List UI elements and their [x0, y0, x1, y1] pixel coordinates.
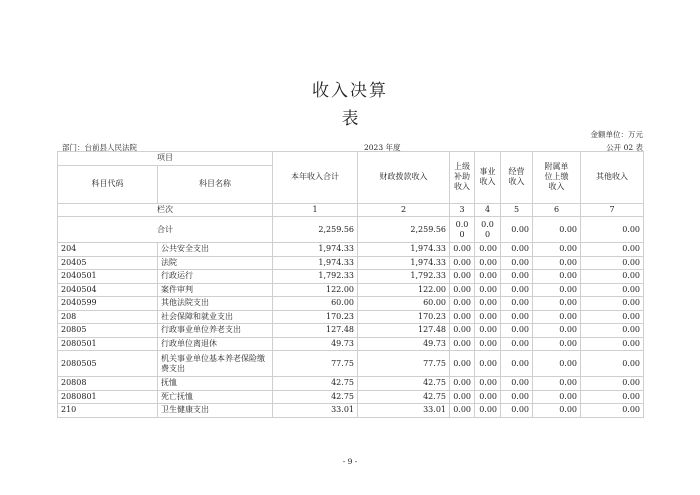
operating-income: 0.00: [501, 270, 533, 284]
subject-code: 2080505: [58, 351, 158, 377]
fiscal-allocation: 1,792.33: [358, 270, 450, 284]
header-affiliated-line: 收入: [548, 182, 565, 192]
business-income: 0.00: [475, 324, 501, 338]
subject-code: 208: [58, 310, 158, 324]
page-number: - 9 -: [342, 457, 358, 466]
total-income: 127.48: [273, 324, 358, 338]
total-income: 60.00: [273, 297, 358, 311]
subject-code: 2040504: [58, 283, 158, 297]
operating-income: 0.00: [501, 377, 533, 391]
superior-subsidy: 0.00: [450, 404, 475, 418]
header-item: 项目: [58, 152, 273, 166]
other-income: 0.00: [581, 270, 644, 284]
report-title: 收入决算: [312, 81, 388, 101]
total-other: 0.00: [581, 217, 644, 243]
total-amount: 2,259.56: [273, 217, 358, 243]
operating-income: 0.00: [501, 337, 533, 351]
operating-income: 0.00: [501, 297, 533, 311]
operating-income: 0.00: [501, 404, 533, 418]
subject-code: 20405: [58, 256, 158, 270]
other-income: 0.00: [581, 310, 644, 324]
header-operating-line: 经营: [508, 167, 525, 177]
fiscal-allocation: 127.48: [358, 324, 450, 338]
business-income: 0.00: [475, 283, 501, 297]
superior-subsidy: 0.00: [450, 351, 475, 377]
other-income: 0.00: [581, 243, 644, 257]
superior-subsidy: 0.00: [450, 283, 475, 297]
fiscal-allocation: 42.75: [358, 377, 450, 391]
table-row: [58, 256, 644, 270]
subject-name: 卫生健康支出: [158, 404, 273, 418]
business-income: 0.00: [475, 243, 501, 257]
operating-income: 0.00: [501, 256, 533, 270]
total-income: 1,974.33: [273, 243, 358, 257]
table-row: [58, 310, 644, 324]
superior-subsidy: 0.00: [450, 324, 475, 338]
fiscal-allocation: 33.01: [358, 404, 450, 418]
header-affiliated-line: 位上缴: [544, 172, 569, 182]
header-affiliated: [533, 152, 581, 204]
subject-code: 20808: [58, 377, 158, 391]
subject-name: 行政运行: [158, 270, 273, 284]
form-number: 公开 02 表: [606, 143, 643, 152]
header-business-line: 事业: [479, 167, 496, 177]
subject-code: 204: [58, 243, 158, 257]
total-income: 49.73: [273, 337, 358, 351]
superior-subsidy: 0.00: [450, 297, 475, 311]
index-cell: 4: [475, 203, 501, 217]
affiliated-unit-income: 0.00: [533, 270, 581, 284]
subject-name: 行政事业单位养老支出: [158, 324, 273, 338]
business-income: 0.00: [475, 256, 501, 270]
business-income: 0.00: [475, 310, 501, 324]
total-row-label: 合计: [58, 217, 273, 243]
fiscal-allocation: 60.00: [358, 297, 450, 311]
total-income: 170.23: [273, 310, 358, 324]
subject-code: 2080501: [58, 337, 158, 351]
other-income: 0.00: [581, 324, 644, 338]
index-cell: 6: [533, 203, 581, 217]
total-income: 42.75: [273, 377, 358, 391]
header-other: 其他收入: [581, 152, 644, 204]
fiscal-allocation: 77.75: [358, 351, 450, 377]
amount-unit: 金额单位：万元: [590, 130, 643, 139]
affiliated-unit-income: 0.00: [533, 390, 581, 404]
department-label: 部门：台前县人民法院: [62, 143, 137, 152]
affiliated-unit-income: 0.00: [533, 324, 581, 338]
fiscal-year: 2023 年度: [364, 143, 401, 152]
other-income: 0.00: [581, 377, 644, 391]
affiliated-unit-income: 0.00: [533, 404, 581, 418]
total-business-line: 0: [484, 229, 491, 239]
superior-subsidy: 0.00: [450, 310, 475, 324]
header-name: 科目名称: [158, 165, 273, 203]
table-row: [58, 377, 644, 391]
total-income: 122.00: [273, 283, 358, 297]
business-income: 0.00: [475, 337, 501, 351]
subject-name: 行政单位离退休: [158, 337, 273, 351]
table-row: [58, 337, 644, 351]
header-business-line: 收入: [479, 177, 496, 187]
fiscal-allocation: 122.00: [358, 283, 450, 297]
index-cell: 1: [273, 203, 358, 217]
report-title-suffix: 表: [341, 109, 359, 129]
total-income: 33.01: [273, 404, 358, 418]
header-operating-line: 收入: [508, 177, 525, 187]
table-row: [58, 351, 644, 377]
subject-name: 公共安全支出: [158, 243, 273, 257]
fiscal-allocation: 49.73: [358, 337, 450, 351]
subject-code: 2040599: [58, 297, 158, 311]
table-row: [58, 404, 644, 418]
total-operating: 0.00: [501, 217, 533, 243]
header-fiscal: 财政拨款收入: [358, 152, 450, 204]
subject-name: 案件审判: [158, 283, 273, 297]
total-superior: [450, 217, 475, 243]
index-cell: 3: [450, 203, 475, 217]
business-income: 0.00: [475, 351, 501, 377]
header-superior: [450, 152, 475, 204]
other-income: 0.00: [581, 256, 644, 270]
total-income: 42.75: [273, 390, 358, 404]
superior-subsidy: 0.00: [450, 337, 475, 351]
table-row: [58, 283, 644, 297]
total-income: 77.75: [273, 351, 358, 377]
superior-subsidy: 0.00: [450, 243, 475, 257]
subject-name: 机关事业单位基本养老保险缴费支出: [158, 351, 273, 377]
table-row: [58, 324, 644, 338]
fiscal-allocation: 42.75: [358, 390, 450, 404]
index-row-label: 栏次: [58, 203, 273, 217]
header-affiliated-line: 附属单: [544, 162, 569, 172]
operating-income: 0.00: [501, 324, 533, 338]
subject-name: 法院: [158, 256, 273, 270]
subject-name: 其他法院支出: [158, 297, 273, 311]
header-code: 科目代码: [58, 165, 158, 203]
total-superior-line: 0.0: [455, 219, 469, 229]
header-superior-line: 补助: [454, 172, 470, 182]
superior-subsidy: 0.00: [450, 256, 475, 270]
total-income: 1,974.33: [273, 256, 358, 270]
table-row: [58, 243, 644, 257]
operating-income: 0.00: [501, 351, 533, 377]
subject-name: 抚恤: [158, 377, 273, 391]
superior-subsidy: 0.00: [450, 377, 475, 391]
total-affiliated: 0.00: [533, 217, 581, 243]
business-income: 0.00: [475, 404, 501, 418]
table-row: [58, 270, 644, 284]
business-income: 0.00: [475, 297, 501, 311]
subject-code: 20805: [58, 324, 158, 338]
fiscal-allocation: 170.23: [358, 310, 450, 324]
header-total: 本年收入合计: [273, 152, 358, 204]
business-income: 0.00: [475, 377, 501, 391]
affiliated-unit-income: 0.00: [533, 351, 581, 377]
affiliated-unit-income: 0.00: [533, 256, 581, 270]
operating-income: 0.00: [501, 310, 533, 324]
subject-code: 2040501: [58, 270, 158, 284]
table-row: [58, 297, 644, 311]
index-cell: 7: [581, 203, 644, 217]
table-row: [58, 390, 644, 404]
header-operating: [501, 152, 533, 204]
operating-income: 0.00: [501, 283, 533, 297]
total-fiscal: 2,259.56: [358, 217, 450, 243]
subject-code: 2080801: [58, 390, 158, 404]
affiliated-unit-income: 0.00: [533, 377, 581, 391]
operating-income: 0.00: [501, 243, 533, 257]
header-business: [475, 152, 501, 204]
subject-name: 死亡抚恤: [158, 390, 273, 404]
affiliated-unit-income: 0.00: [533, 310, 581, 324]
index-cell: 2: [358, 203, 450, 217]
affiliated-unit-income: 0.00: [533, 243, 581, 257]
index-cell: 5: [501, 203, 533, 217]
other-income: 0.00: [581, 337, 644, 351]
business-income: 0.00: [475, 270, 501, 284]
other-income: 0.00: [581, 351, 644, 377]
fiscal-allocation: 1,974.33: [358, 243, 450, 257]
superior-subsidy: 0.00: [450, 390, 475, 404]
header-superior-line: 收入: [454, 182, 470, 192]
superior-subsidy: 0.00: [450, 270, 475, 284]
total-superior-line: 0: [459, 229, 465, 239]
subject-name: 社会保障和就业支出: [158, 310, 273, 324]
total-business: [475, 217, 501, 243]
affiliated-unit-income: 0.00: [533, 337, 581, 351]
other-income: 0.00: [581, 404, 644, 418]
income-table: [57, 151, 644, 418]
other-income: 0.00: [581, 297, 644, 311]
business-income: 0.00: [475, 390, 501, 404]
other-income: 0.00: [581, 283, 644, 297]
other-income: 0.00: [581, 390, 644, 404]
total-income: 1,792.33: [273, 270, 358, 284]
affiliated-unit-income: 0.00: [533, 283, 581, 297]
subject-code: 210: [58, 404, 158, 418]
operating-income: 0.00: [501, 390, 533, 404]
fiscal-allocation: 1,974.33: [358, 256, 450, 270]
total-business-line: 0.0: [481, 219, 494, 229]
affiliated-unit-income: 0.00: [533, 297, 581, 311]
header-superior-line: 上级: [454, 162, 470, 172]
